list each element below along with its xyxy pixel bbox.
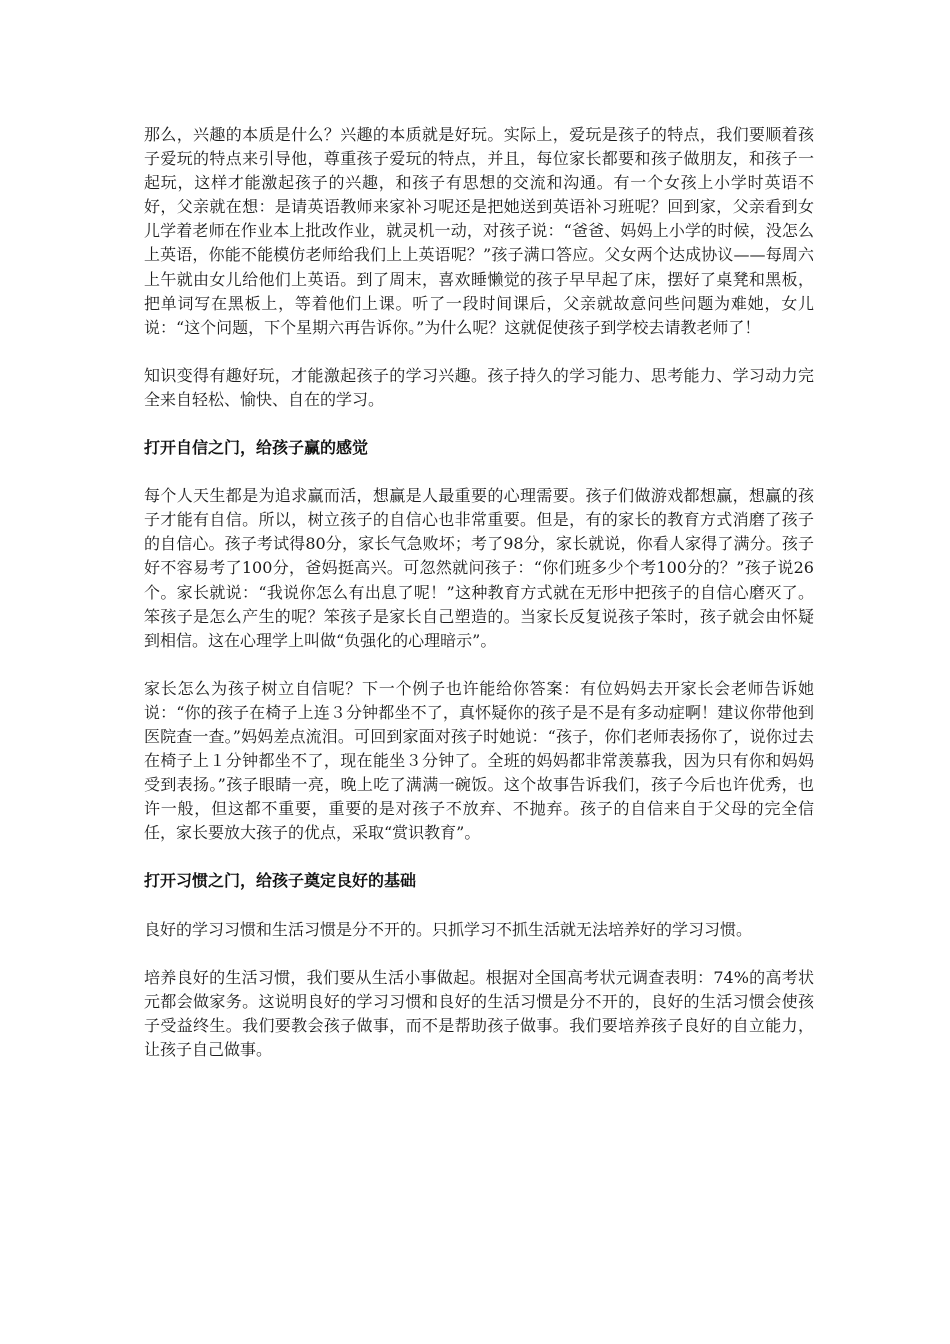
heading-confidence: 打开自信之门，给孩子赢的感觉 (144, 438, 369, 458)
paragraph-life-habits: 培养良好的生活习惯，我们要从生活小事做起。根据对全国高考状元调查表明：74%的高考状元都会做家务。这说明良好的学习习惯和良好的生活习惯是分不开的，良好的生活习惯会使孩子受益终生。我们要教会孩子做事，而不是帮助孩子做事。我们要培养孩子良好的自立能力，让孩子自己做事。 (144, 967, 814, 1059)
paragraph-interest-essence: 那么，兴趣的本质是什么？兴趣的本质就是好玩。实际上，爱玩是孩子的特点，我们要顺着孩子爱玩的特点来引导他，尊重孩子爱玩的特点，并且，每位家长都要和孩子做朋友，和孩子一起玩，这样才能激起孩子的兴趣，和孩子有思想的交流和沟通。有一个女孩上小学时英语不好，父亲就在想：是请英语教师来家补习呢还是把她送到英语补习班呢？回到家，父亲看到女儿学着老师在作业本上批改作业，就灵机一动，对孩子说：“爸爸、妈妈上小学的时候，没怎么上英语，你能不能模仿老师给我们上上英语呢？”孩子满口答应。父女两个达成协议——每周六上午就由女儿给他们上英语。到了周末，喜欢睡懒觉的孩子早早起了床，摆好了桌凳和黑板，把单词写在黑板上，等着他们上课。听了一段时间课后，父亲就故意问些问题为难她，女儿说：“这个问题，下个星期六再告诉你。”为什么呢？这就促使孩子到学校去请教老师了！ (144, 125, 814, 337)
paragraph-study-life-habits: 良好的学习习惯和生活习惯是分不开的。只抓学习不抓生活就无法培养好的学习习惯。 (144, 919, 753, 939)
paragraph-desire-to-win: 每个人天生都是为追求赢而活，想赢是人最重要的心理需要。孩子们做游戏都想赢，想赢的孩子才能有自信。所以，树立孩子的自信心也非常重要。但是，有的家长的教育方式消磨了孩子的自信心。孩子考试得80分，家长气急败坏；考了98分，家长就说，你看人家得了满分。孩子好不容易考了100分，爸妈挺高兴。可忽然就问孩子：“你们班多少个考100分的？”孩子说26个。家长就说：“我说你怎么有出息了呢！”这种教育方式就在无形中把孩子的自信心磨灭了。笨孩子是怎么产生的呢？笨孩子是家长自己塑造的。当家长反复说孩子笨时，孩子就会由怀疑到相信。这在心理学上叫做“负强化的心理暗示”。 (144, 486, 814, 650)
paragraph-build-confidence: 家长怎么为孩子树立自信呢？下一个例子也许能给你答案：有位妈妈去开家长会老师告诉她说：“你的孩子在椅子上连３分钟都坐不了，真怀疑你的孩子是不是有多动症啊！建议你带他到医院查一查。”妈妈差点流泪。可回到家面对孩子时她说：“孩子，你们老师表扬你了，说你过去在椅子上１分钟都坐不了，现在能坐３分钟了。全班的妈妈都非常羡慕我，因为只有你和妈妈受到表扬。”孩子眼睛一亮，晚上吃了满满一碗饭。这个故事告诉我们，孩子今后也许优秀，也许一般，但这都不重要，重要的是对孩子不放弃、不抛弃。孩子的自信来自于父母的完全信任，家长要放大孩子的优点，采取“赏识教育”。 (144, 678, 814, 843)
heading-habits: 打开习惯之门，给孩子奠定良好的基础 (144, 871, 417, 891)
document-body (144, 123, 814, 1086)
paragraph-fun-knowledge: 知识变得有趣好玩，才能激起孩子的学习兴趣。孩子持久的学习能力、思考能力、学习动力完全来自轻松、愉快、自在的学习。 (144, 365, 814, 409)
